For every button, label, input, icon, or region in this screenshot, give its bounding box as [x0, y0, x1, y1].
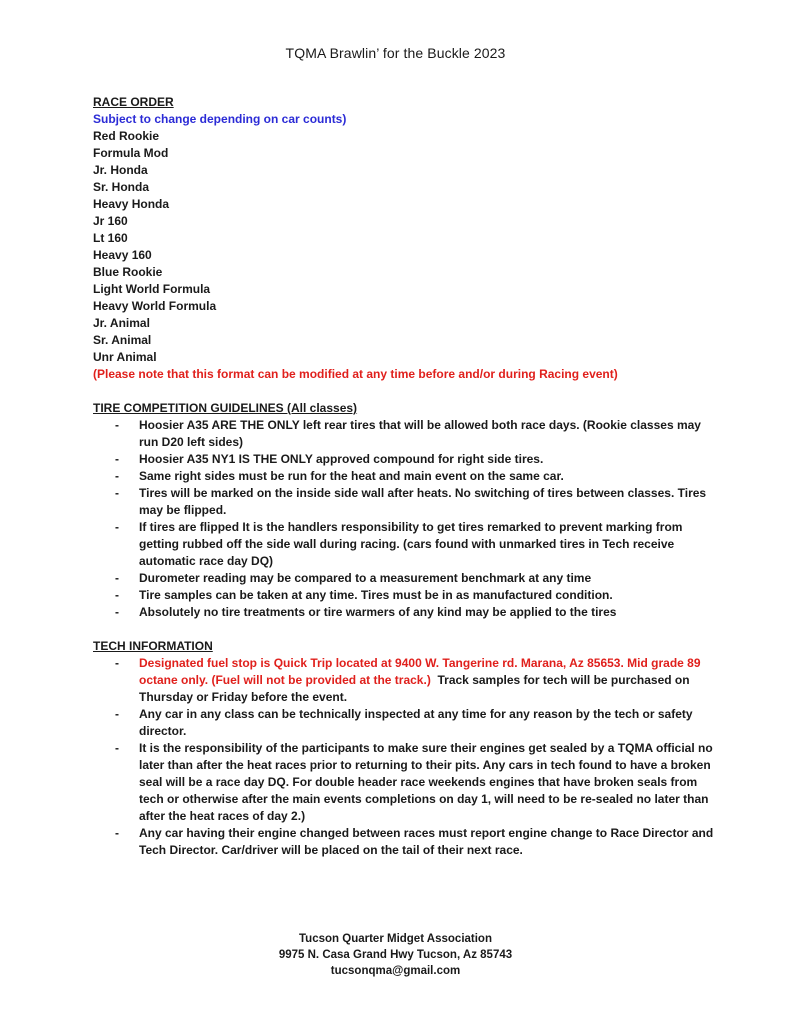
tire-rule-item: [93, 570, 723, 587]
race-class-item: Lt 160: [93, 231, 128, 245]
tech-rule-item: [93, 825, 723, 859]
race-order-subject-note: Subject to change depending on car counts): [93, 112, 347, 126]
section-spacer: [93, 383, 723, 400]
tech-rule-text: Any car having their engine changed between races must report engine change to Race Director and Tech Director. Car/driver will be placed on the tail of their next race.: [139, 826, 714, 857]
bullet-dash: -: [115, 605, 119, 619]
race-class-item: Heavy World Formula: [93, 299, 217, 313]
race-class-item: Light World Formula: [93, 282, 211, 296]
race-order-list: [93, 128, 723, 366]
footer-contact: [0, 931, 791, 979]
bullet-dash: -: [115, 707, 119, 721]
bullet-dash: -: [115, 486, 119, 500]
tech-info-list: [93, 655, 723, 859]
footer-org-name: Tucson Quarter Midget Association: [299, 933, 492, 945]
tech-info-heading: TECH INFORMATION: [93, 639, 213, 653]
tire-rule-text: If tires are flipped It is the handlers responsibility to get tires remarked to prevent marking from getting rubbed off the side wall during racing. (cars found with unmarked tires in Tech receive automatic race day DQ): [139, 520, 683, 568]
bullet-dash: -: [115, 826, 119, 840]
tire-rule-text: Tire samples can be taken at any time. Tires must be in as manufactured condition.: [139, 588, 613, 602]
bullet-dash: -: [115, 418, 119, 432]
bullet-dash: -: [115, 741, 119, 755]
bullet-dash: -: [115, 656, 119, 670]
tire-rule-item: [93, 604, 723, 621]
race-class-item: Blue Rookie: [93, 265, 163, 279]
footer-email: tucsonqma@gmail.com: [330, 965, 461, 977]
race-class-item: Heavy 160: [93, 248, 152, 262]
bullet-dash: -: [115, 588, 119, 602]
race-class-item: Sr. Honda: [93, 180, 150, 194]
tire-rule-text: Hoosier A35 NY1 IS THE ONLY approved compound for right side tires.: [139, 452, 544, 466]
tire-rule-text: Hoosier A35 ARE THE ONLY left rear tires that will be allowed both race days. (Rookie classes may run D20 left sides): [139, 418, 701, 449]
tire-rule-text: Tires will be marked on the inside side wall after heats. No switching of tires between classes. Tires may be flipped.: [139, 486, 707, 517]
race-class-item: Jr. Animal: [93, 316, 150, 330]
tire-rule-item: [93, 519, 723, 570]
race-class-item: Jr 160: [93, 214, 128, 228]
bullet-dash: -: [115, 469, 119, 483]
tire-guidelines-list: [93, 417, 723, 621]
document-body: [93, 94, 723, 859]
footer-address: 9975 N. Casa Grand Hwy Tucson, Az 85743: [278, 949, 513, 961]
bullet-dash: -: [115, 520, 119, 534]
tech-rule-text: Any car in any class can be technically inspected at any time for any reason by the tech or safety director.: [139, 707, 693, 738]
tire-rule-text: Same right sides must be run for the heat and main event on the same car.: [139, 469, 564, 483]
bullet-dash: -: [115, 571, 119, 585]
race-class-item: Formula Mod: [93, 146, 169, 160]
tire-rule-text: Absolutely no tire treatments or tire warmers of any kind may be applied to the tires: [139, 605, 617, 619]
page-title: TQMA Brawlin’ for the Buckle 2023: [285, 45, 506, 61]
tire-rule-text: Durometer reading may be compared to a measurement benchmark at any time: [139, 571, 592, 585]
race-order-heading: RACE ORDER: [93, 95, 174, 109]
fuel-stop-note: Designated fuel stop is Quick Trip located at 9400 W. Tangerine rd. Marana, Az 85653. Mid grade 89 octane only. (Fuel will not be provided at the track.): [139, 656, 701, 687]
tire-guidelines-heading: TIRE COMPETITION GUIDELINES (All classes): [93, 401, 358, 415]
tech-rule-item: [93, 740, 723, 825]
tire-rule-item: [93, 451, 723, 468]
bullet-dash: -: [115, 452, 119, 466]
race-class-item: Unr Animal: [93, 350, 157, 364]
section-spacer: [93, 621, 723, 638]
race-class-item: Heavy Honda: [93, 197, 170, 211]
track-samples-text: Track samples for tech will be purchased on Thursday or Friday before the event.: [139, 673, 690, 704]
race-class-item: Jr. Honda: [93, 163, 148, 177]
tire-rule-item: [93, 485, 723, 519]
race-class-item: Sr. Animal: [93, 333, 152, 347]
tech-rule-item: [93, 655, 723, 706]
race-class-item: Red Rookie: [93, 129, 160, 143]
tech-rule-item: [93, 706, 723, 740]
tech-rule-text: It is the responsibility of the participants to make sure their engines get sealed by a TQMA official no later than after the heat races prior to returning to their pits. Any cars in tech found to have a broken seal will be a race day DQ. For double header race weekends engines that have broken seals from tech or otherwise after the main events completions on day 1, will need to be re-sealed no later than after the heat races of day 2.): [139, 741, 713, 823]
tire-rule-item: [93, 417, 723, 451]
tire-rule-item: [93, 587, 723, 604]
race-order-modification-note: (Please note that this format can be modified at any time before and/or during Racing event): [93, 367, 618, 381]
tire-rule-item: [93, 468, 723, 485]
